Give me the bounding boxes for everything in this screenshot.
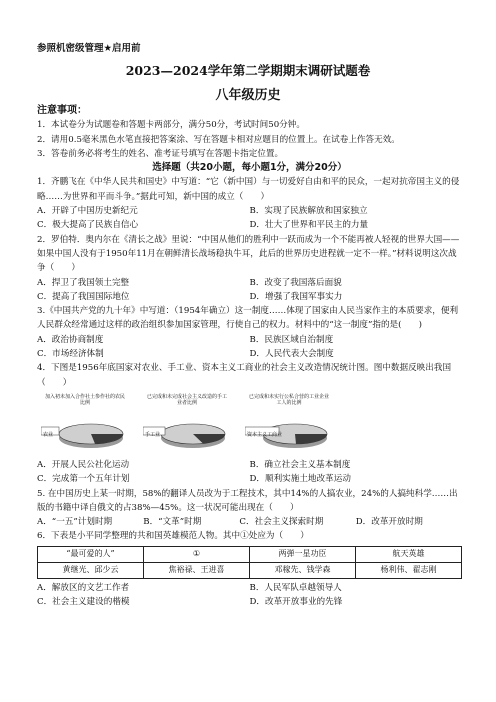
secret-label: 参照机密级管理★启用前 <box>37 43 141 54</box>
table-cell: 两弹一星功臣 <box>250 546 356 562</box>
option-d: D．人民代表大会制度 <box>249 349 334 360</box>
option-b: B．改变了我国落后面貌 <box>249 277 342 288</box>
option-c: C．提高了我国国际地位 <box>37 291 130 302</box>
option-a: A．“一五”计划时期 <box>37 517 113 528</box>
question-options <box>37 458 462 487</box>
pie-title: 已完成和未完成社会主义改造的手工业者比例 <box>146 393 227 406</box>
exam-title: 2023—2024学年第二学期期末调研试题卷 <box>125 63 371 78</box>
pie-chart-agriculture <box>41 394 129 452</box>
option-a: A．捍卫了我国领土完整 <box>37 277 130 288</box>
option-a: A．开展人民公社化运动 <box>37 459 130 470</box>
question-stem: 5. 在中国历史上某一时期，58%的翻译人员改为于工程技术，其中14%的人搞农业，24%的人搞纯科学……出版的书籍中译自俄文的占38%—45%。这一状况可能出现在（ ） <box>37 488 458 513</box>
option-b: B．民族区域自治制度 <box>249 334 334 345</box>
question-stem: 3.《中国共产党的九十年》中写道：（1954年确立）这一制度……体现了国家由人民当家作主的本质要求，便利人民群众经常通过这样的政治组织参加国家管理，行使自己的权力。材料中的“这一制度”指的是( ) <box>37 306 459 331</box>
pie-chart-capitalist-industry <box>245 394 333 452</box>
option-d: D．壮大了世界和平民主的力量 <box>249 220 369 231</box>
pie-legend: 农业 <box>43 431 54 438</box>
question-options <box>37 276 462 305</box>
option-d: D．增强了我国军事实力 <box>249 291 343 302</box>
pie-title: 加入初未加入合作社土参作社的农民比例 <box>44 393 125 406</box>
table-row <box>38 562 462 578</box>
option-c: C．极大提高了民族自信心 <box>37 220 139 231</box>
table-cell: 邓稼先、钱学森 <box>250 562 356 578</box>
table-cell: 航天英雄 <box>356 546 462 562</box>
notice-item: 3．答卷前务必将考生的姓名、准考证号填写在答题卡指定位置。 <box>37 148 284 159</box>
pie-title: 已完成和未实行公私合营的工业企业工人的比例 <box>248 393 329 406</box>
question-stem: 1．齐鹏飞在《中华人民共和国史》中写道：“它（新中国）与一切爱好自由和平的民众，一起对抗帝国主义的侵略……为世界和平而斗争。”据此可知，新中国的成立（ ） <box>37 177 460 202</box>
option-b: B．实现了民族解放和国家独立 <box>249 206 368 217</box>
pie-charts-figure <box>37 390 462 458</box>
question-stem: 4．下图是1956年底国家对农业、手工业、资本主义工商业的社会主义改造情况统计图。图中数据反映出我国（ ） <box>37 363 452 388</box>
option-a: A．开辟了中国历史新纪元 <box>37 206 138 217</box>
option-b: B．“文革”时期 <box>143 517 202 528</box>
option-c: C．市场经济体制 <box>37 349 104 360</box>
option-b: B．确立社会主义基本制度 <box>249 459 351 470</box>
table-cell: 焦裕禄、王进喜 <box>144 562 250 578</box>
section-heading: 选择题（共20小题，每小题1分，满分20分） <box>152 162 347 174</box>
table-cell: ① <box>144 546 250 562</box>
notice-item: 1．本试卷分为试题卷和答题卡两部分，满分50分，考试时间50分钟。 <box>37 120 305 131</box>
heroes-table <box>37 546 462 579</box>
table-cell: “最可爱的人” <box>38 546 144 562</box>
table-cell: 杨利伟、翟志刚 <box>356 562 462 578</box>
option-d: D．顺利实施土地改革运动 <box>249 474 351 485</box>
exam-subject: 八年级历史 <box>215 88 281 103</box>
option-a: A．解放区的文艺工作者 <box>37 582 130 593</box>
question-options <box>37 333 462 362</box>
notice-item: 2．请用0.5毫米黑色水笔直接把答案涂、写在答题卡相对应题目的位置上。在试卷上作答无效。 <box>37 134 400 145</box>
notice-heading: 注意事项： <box>37 105 87 116</box>
table-cell: 黄继光、邱少云 <box>38 562 144 578</box>
question-options <box>37 581 462 610</box>
option-c: C．完成第一个五年计划 <box>37 474 130 485</box>
question-stem: 2．罗伯特．奥内尔在《清长之战》里说：“中国从他们的胜利中一跃而成为一个不能再被人轻视的世界大国——如果中国人没有于1950年11月在朝鲜清长战场稳执牛耳，此后的世界历史进程就一定不一样。”材料说明这次战争（ ） <box>37 234 460 274</box>
question-options <box>37 515 462 529</box>
option-c: C．社会主义建设的楷模 <box>37 597 130 608</box>
pie-legend: 手工业 <box>145 431 161 438</box>
question-options <box>37 204 462 233</box>
option-b: B．人民军队卓越领导人 <box>249 582 342 593</box>
option-d: D．改革开放事业的先锋 <box>249 597 343 608</box>
pie-chart-handicraft <box>143 394 231 452</box>
question-stem: 6．下表是小平同学整理的共和国英雄模范人物。其中①处应为（ ） <box>37 531 309 542</box>
table-row <box>38 546 462 562</box>
pie-legend: 资本主义工商业 <box>247 431 283 438</box>
option-a: A．政治协商制度 <box>37 334 104 345</box>
option-c: C．社会主义探索时期 <box>239 517 324 528</box>
option-d: D．改革开放时期 <box>355 517 423 528</box>
exam-content <box>37 104 462 609</box>
